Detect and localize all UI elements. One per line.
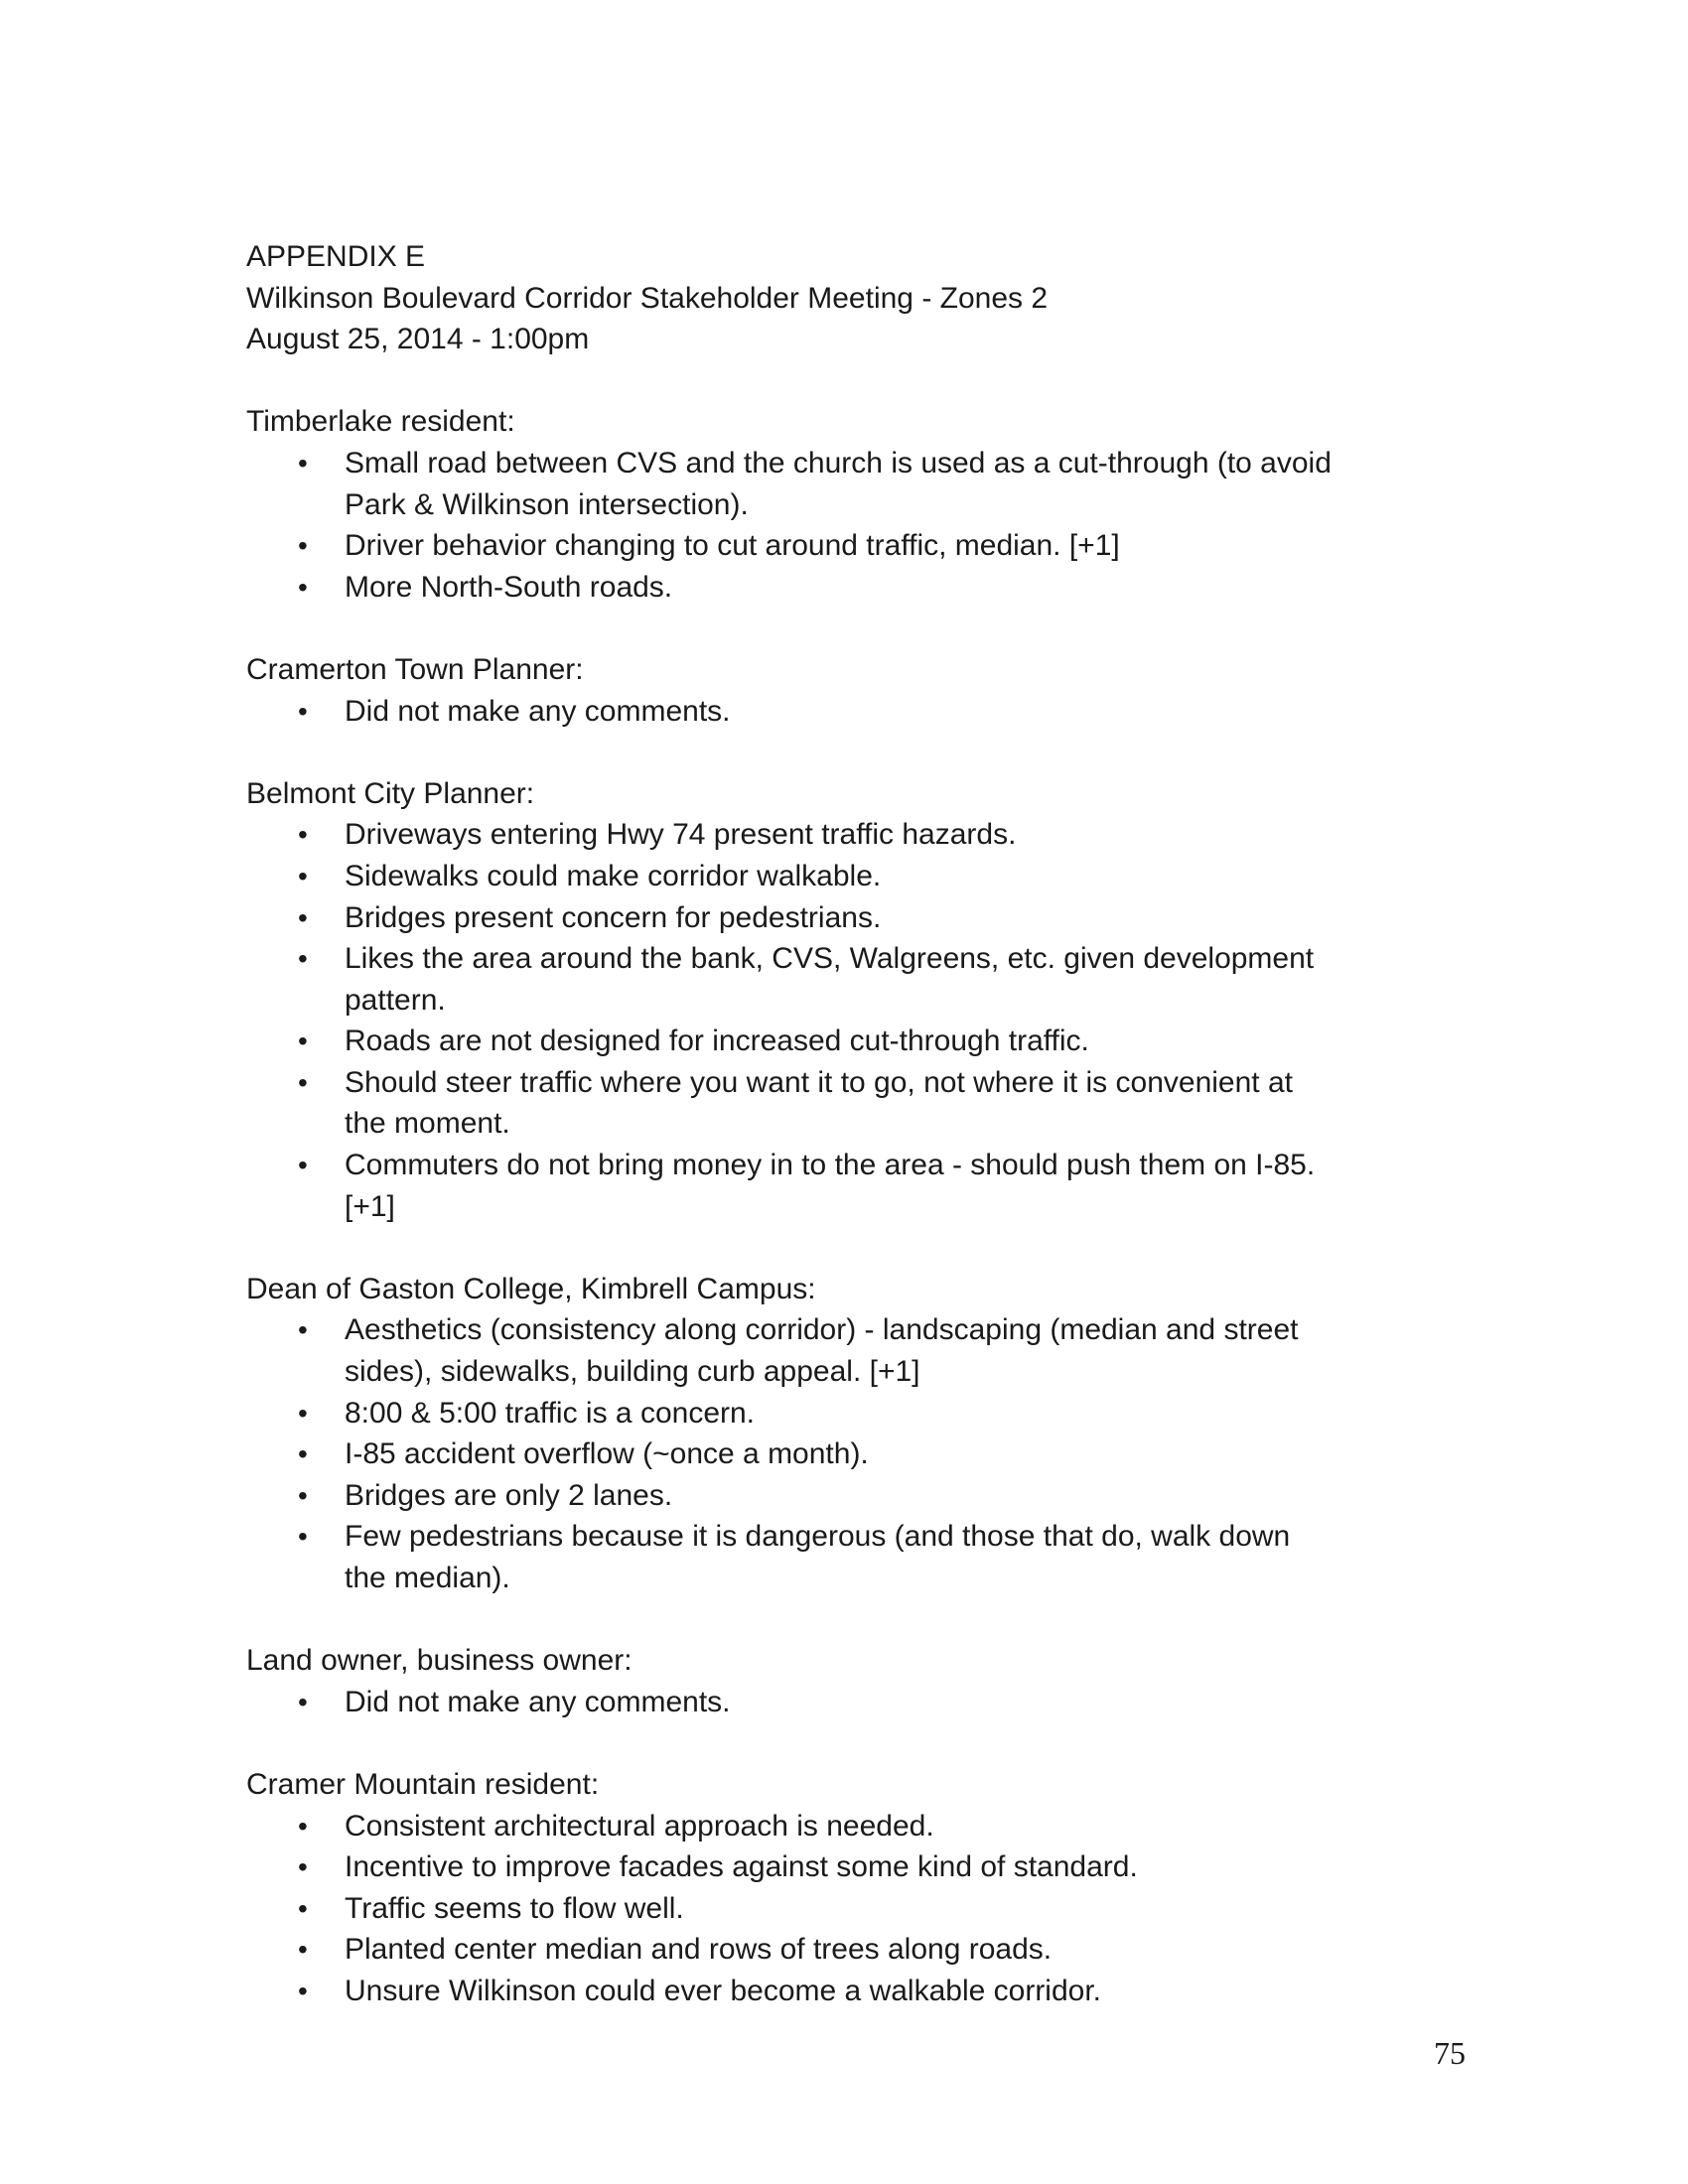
stakeholder-section (246, 401, 1468, 608)
comment-text: 8:00 & 5:00 traffic is a concern. (345, 1396, 756, 1430)
comment-list (246, 1682, 1468, 1723)
comment-text: Did not make any comments. (345, 1685, 731, 1718)
comment-text: Traffic seems to flow well. (345, 1891, 684, 1925)
stakeholder-section (246, 1640, 1468, 1722)
bullet-icon: • (298, 1934, 308, 1966)
comment-text: More North-South roads. (345, 570, 673, 604)
comment-item (246, 1888, 1468, 1930)
comment-item (246, 1516, 1468, 1598)
comment-item (246, 1145, 1468, 1227)
comment-item (246, 567, 1468, 609)
comment-item (246, 1971, 1468, 2012)
stakeholder-section (246, 773, 1468, 1228)
comment-item (246, 938, 1468, 1021)
bullet-icon: • (298, 1479, 308, 1511)
page-number: 75 (1434, 2035, 1466, 2071)
comment-list (246, 443, 1468, 608)
bullet-icon: • (298, 571, 308, 603)
comment-item (246, 525, 1468, 567)
comment-item (246, 1433, 1468, 1475)
meeting-title: Wilkinson Boulevard Corridor Stakeholder Meeting - Zones 2 (246, 281, 1049, 315)
comment-item (246, 1021, 1468, 1062)
comment-item (246, 1806, 1468, 1847)
comment-text: Aesthetics (consistency along corridor) - landscaping (median and street sides), sidewalks, building curb appeal. [+1] (345, 1313, 1299, 1389)
comment-item (246, 1309, 1468, 1392)
bullet-icon: • (298, 447, 308, 478)
bullet-icon: • (298, 1521, 308, 1553)
bullet-icon: • (298, 695, 308, 727)
bullet-icon: • (298, 1892, 308, 1924)
meeting-date: August 25, 2014 - 1:00pm (246, 323, 590, 356)
bullet-icon: • (298, 1810, 308, 1842)
appendix-label: APPENDIX E (246, 240, 426, 273)
section-title: Land owner, business owner: (246, 1644, 633, 1678)
comment-text: Did not make any comments. (345, 694, 731, 728)
comment-item (246, 1475, 1468, 1517)
section-title: Cramer Mountain resident: (246, 1767, 600, 1801)
bullet-icon: • (298, 860, 308, 891)
bullet-icon: • (298, 1686, 308, 1717)
comment-text: Bridges are only 2 lanes. (345, 1478, 673, 1512)
comment-text: Few pedestrians because it is dangerous (and those that do, walk down the median). (345, 1520, 1291, 1594)
bullet-icon: • (298, 1851, 308, 1883)
comment-text: Incentive to improve facades against some kind of standard. (345, 1850, 1138, 1884)
stakeholder-section (246, 649, 1468, 732)
comment-text: Roads are not designed for increased cut-through traffic. (345, 1024, 1089, 1058)
comment-item (246, 1682, 1468, 1723)
comment-item (246, 897, 1468, 939)
comment-text: Commuters do not bring money in to the area - should push them on I-85. [+1] (345, 1149, 1316, 1223)
comment-list (246, 1309, 1468, 1598)
document-header (246, 236, 1468, 360)
section-title: Cramerton Town Planner: (246, 652, 584, 686)
bullet-icon: • (298, 819, 308, 851)
section-title: Belmont City Planner: (246, 776, 535, 810)
bullet-icon: • (298, 943, 308, 975)
bullet-icon: • (298, 1025, 308, 1057)
bullet-icon: • (298, 1066, 308, 1098)
comment-text: Should steer traffic where you want it to go, not where it is convenient at the moment. (345, 1065, 1293, 1141)
stakeholder-sections (246, 401, 1468, 2011)
comment-text: Driveways entering Hwy 74 present traffic hazards. (345, 818, 1017, 852)
comment-text: Consistent architectural approach is needed. (345, 1809, 934, 1843)
bullet-icon: • (298, 530, 308, 562)
bullet-icon: • (298, 1397, 308, 1429)
comment-item (246, 1062, 1468, 1145)
comment-text: Bridges present concern for pedestrians. (345, 900, 882, 934)
comment-item (246, 443, 1468, 525)
section-title: Timberlake resident: (246, 405, 515, 439)
comment-list (246, 1806, 1468, 2012)
comment-item (246, 814, 1468, 856)
bullet-icon: • (298, 1150, 308, 1181)
comment-item (246, 856, 1468, 897)
comment-text: Sidewalks could make corridor walkable. (345, 859, 882, 892)
comment-text: Likes the area around the bank, CVS, Walgreens, etc. given development pattern. (345, 942, 1315, 1017)
bullet-icon: • (298, 1438, 308, 1470)
comment-item (246, 691, 1468, 733)
comment-text: Driver behavior changing to cut around traffic, median. [+1] (345, 529, 1120, 563)
bullet-icon: • (298, 1314, 308, 1346)
stakeholder-section (246, 1764, 1468, 2012)
comment-text: Small road between CVS and the church is used as a cut-through (to avoid Park & Wilkinson intersection). (345, 446, 1332, 521)
comment-text: Planted center median and rows of trees along roads. (345, 1933, 1053, 1967)
comment-list (246, 814, 1468, 1227)
comment-text: Unsure Wilkinson could ever become a walkable corridor. (345, 1974, 1102, 2007)
stakeholder-section (246, 1269, 1468, 1599)
comment-list (246, 691, 1468, 733)
bullet-icon: • (298, 901, 308, 933)
document-body (246, 236, 1468, 2012)
comment-text: I-85 accident overflow (~once a month). (345, 1437, 869, 1471)
comment-item (246, 1846, 1468, 1888)
comment-item (246, 1929, 1468, 1971)
section-title: Dean of Gaston College, Kimbrell Campus: (246, 1272, 816, 1305)
bullet-icon: • (298, 1975, 308, 2006)
comment-item (246, 1393, 1468, 1434)
